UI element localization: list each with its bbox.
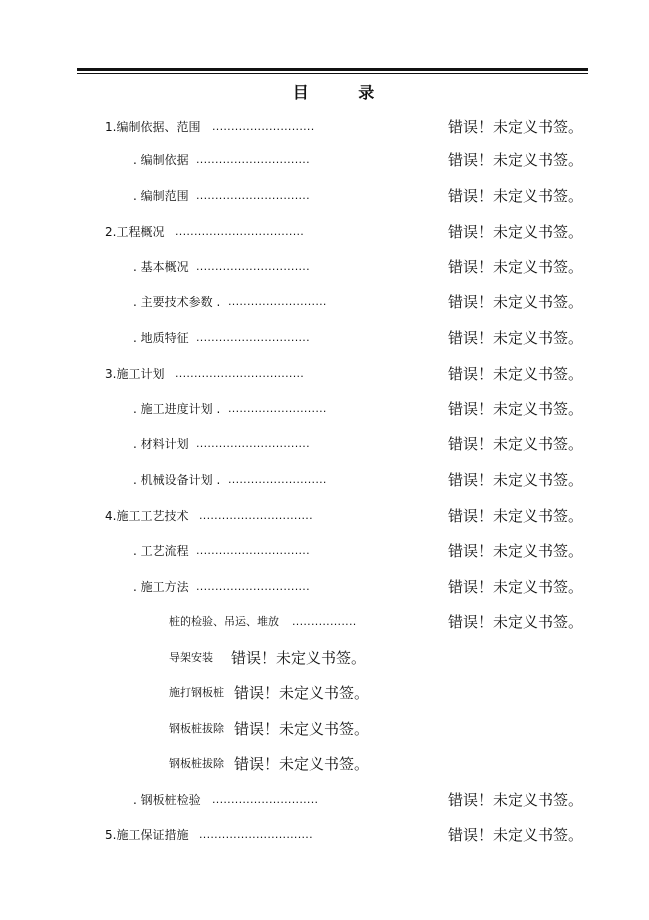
toc-page-ref: 错误！未定义书签。 xyxy=(234,684,370,702)
toc-leader-dots: .......................... xyxy=(228,402,327,415)
toc-leader-dots: .................................. xyxy=(175,225,305,238)
toc-page-ref: 错误！未定义书签。 xyxy=(234,755,370,773)
toc-entry[interactable] xyxy=(0,646,649,670)
toc-entry[interactable] xyxy=(0,397,649,421)
toc-leader-dots: .................................. xyxy=(175,367,305,380)
toc-leader-dots: .............................. xyxy=(196,544,310,557)
toc-entry[interactable] xyxy=(0,504,649,528)
toc-leader-dots: .............................. xyxy=(199,509,313,522)
toc-entry[interactable] xyxy=(0,326,649,350)
toc-entry[interactable] xyxy=(0,432,649,456)
toc-entry-label: 3.施工计划 xyxy=(105,367,165,381)
toc-page-ref: 错误！未定义书签。 xyxy=(448,151,584,169)
toc-entry-label: . 材料计划 xyxy=(133,437,189,451)
toc-entry-label: 钢板桩拔除 xyxy=(169,722,224,735)
toc-entry[interactable] xyxy=(0,184,649,208)
toc-entry[interactable] xyxy=(0,115,649,139)
toc-entry-label: 4.施工工艺技术 xyxy=(105,509,189,523)
toc-entry[interactable] xyxy=(0,290,649,314)
toc-entry-label: 导架安装 xyxy=(169,651,213,664)
toc-page-ref: 错误！未定义书签。 xyxy=(234,720,370,738)
toc-page-ref: 错误！未定义书签。 xyxy=(448,258,584,276)
toc-leader-dots: ................. xyxy=(292,615,357,628)
toc-entry[interactable] xyxy=(0,362,649,386)
toc-page-ref: 错误！未定义书签。 xyxy=(448,826,584,844)
toc-page-ref: 错误！未定义书签。 xyxy=(448,542,584,560)
toc-leader-dots: .............................. xyxy=(196,580,310,593)
toc-entry-label: . 工艺流程 xyxy=(133,544,189,558)
toc-entry[interactable] xyxy=(0,255,649,279)
toc-leader-dots: .......................... xyxy=(228,295,327,308)
toc-page-ref: 错误！未定义书签。 xyxy=(448,400,584,418)
toc-entry-label: 5.施工保证措施 xyxy=(105,828,189,842)
toc-leader-dots: .............................. xyxy=(196,331,310,344)
toc-entry-label: . 施工进度计划 . xyxy=(133,402,221,416)
toc-entry-label: . 钢板桩检验 xyxy=(133,793,201,807)
toc-page-ref: 错误！未定义书签。 xyxy=(448,293,584,311)
toc-entry[interactable] xyxy=(0,823,649,847)
toc-page-ref: 错误！未定义书签。 xyxy=(448,613,584,631)
toc-entry-label: 桩的检验、吊运、堆放 xyxy=(169,615,279,628)
toc-title: 目 录 xyxy=(292,83,397,102)
toc-entry-label: . 主要技术参数 . xyxy=(133,295,221,309)
toc-leader-dots: .............................. xyxy=(196,189,310,202)
toc-entry[interactable] xyxy=(0,148,649,172)
toc-page-ref: 错误！未定义书签。 xyxy=(448,365,584,383)
toc-entry-label: . 编制范围 xyxy=(133,189,189,203)
toc-entry[interactable] xyxy=(0,220,649,244)
toc-page-ref: 错误！未定义书签。 xyxy=(448,507,584,525)
toc-page-ref: 错误！未定义书签。 xyxy=(448,471,584,489)
toc-entry[interactable] xyxy=(0,468,649,492)
toc-page-ref: 错误！未定义书签。 xyxy=(231,649,367,667)
toc-leader-dots: .............................. xyxy=(199,828,313,841)
toc-page-ref: 错误！未定义书签。 xyxy=(448,578,584,596)
toc-entry[interactable] xyxy=(0,575,649,599)
toc-entry-label: . 编制依据 xyxy=(133,153,189,167)
toc-entry-label: 1.编制依据、范围 xyxy=(105,120,201,134)
toc-page-ref: 错误！未定义书签。 xyxy=(448,435,584,453)
toc-leader-dots: .............................. xyxy=(196,153,310,166)
toc-leader-dots: .............................. xyxy=(196,260,310,273)
toc-entry-label: . 基本概况 xyxy=(133,260,189,274)
toc-entry[interactable] xyxy=(0,717,649,741)
toc-entry[interactable] xyxy=(0,681,649,705)
toc-entry[interactable] xyxy=(0,539,649,563)
toc-page-ref: 错误！未定义书签。 xyxy=(448,329,584,347)
toc-entry[interactable] xyxy=(0,610,649,634)
toc-entry-label: 施打钢板桩 xyxy=(169,686,224,699)
toc-entry-label: 2.工程概况 xyxy=(105,225,165,239)
toc-entry[interactable] xyxy=(0,788,649,812)
toc-leader-dots: .......................... xyxy=(228,473,327,486)
toc-page-ref: 错误！未定义书签。 xyxy=(448,223,584,241)
toc-page-ref: 错误！未定义书签。 xyxy=(448,791,584,809)
toc-page-ref: 错误！未定义书签。 xyxy=(448,118,584,136)
toc-entry-label: . 地质特征 xyxy=(133,331,189,345)
toc-entry-label: . 施工方法 xyxy=(133,580,189,594)
toc-entry-label: 钢板桩拔除 xyxy=(169,757,224,770)
toc-page-ref: 错误！未定义书签。 xyxy=(448,187,584,205)
header-rule-thick xyxy=(77,68,588,71)
toc-entry-label: . 机械设备计划 . xyxy=(133,473,221,487)
toc-leader-dots: ............................ xyxy=(212,793,319,806)
toc-entry[interactable] xyxy=(0,752,649,776)
header-rule-thin xyxy=(77,73,588,74)
toc-leader-dots: ........................... xyxy=(212,120,315,133)
toc-leader-dots: .............................. xyxy=(196,437,310,450)
